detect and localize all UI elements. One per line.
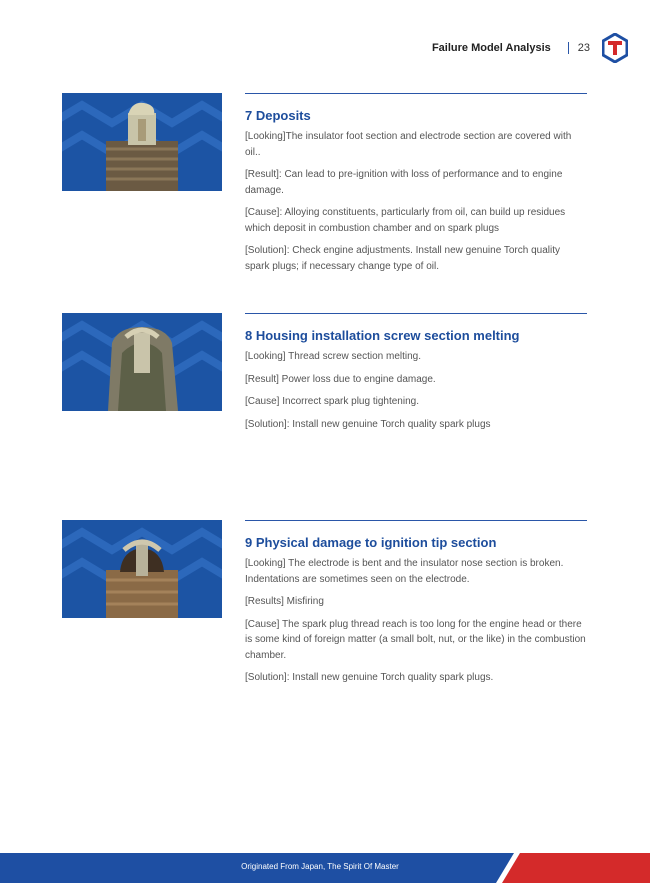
footer-slogan: Originated From Japan, The Spirit Of Master xyxy=(241,862,399,871)
looking-paragraph: [Looking] Thread screw section melting. xyxy=(245,351,422,362)
section-title: 9 Physical damage to ignition tip section xyxy=(245,535,497,550)
result-paragraph: [Results] Misfiring xyxy=(245,596,324,607)
section-divider xyxy=(245,313,587,314)
spark-plug-deposits-image xyxy=(62,93,222,191)
looking-paragraph: [Looking]The insulator foot section and electrode section are covered with oil.. xyxy=(245,131,572,158)
section-divider xyxy=(245,93,587,94)
header-divider xyxy=(568,42,569,54)
physical-damage-text xyxy=(245,520,587,693)
solution-paragraph: [Solution]: Install new genuine Torch quality spark plugs xyxy=(245,418,491,430)
section-divider xyxy=(245,520,587,521)
deposits-text xyxy=(245,93,587,281)
spark-plug-melting-image xyxy=(62,313,222,411)
cause-paragraph: [Cause]: Alloying constituents, particularly from oil, can build up residues which deposit in combustion chamber and on spark plugs xyxy=(245,207,566,234)
solution-paragraph: [Solution]: Install new genuine Torch quality spark plugs. xyxy=(245,672,494,683)
spark-plug-damage-image xyxy=(62,520,222,618)
deposits-photo xyxy=(62,93,222,191)
brand-logo-icon xyxy=(602,33,628,63)
page-header xyxy=(432,38,628,58)
header-title: Failure Model Analysis xyxy=(431,42,551,54)
page-number: 23 xyxy=(577,42,590,54)
result-paragraph: [Result] Power loss due to engine damage. xyxy=(245,373,436,385)
cause-paragraph: [Cause] Incorrect spark plug tightening. xyxy=(245,396,419,407)
page-footer xyxy=(0,853,650,883)
physical-damage-photo xyxy=(62,520,222,618)
section-title: 7 Deposits xyxy=(245,108,311,123)
screw-melting-photo xyxy=(62,313,222,411)
looking-paragraph: [Looking] The electrode is bent and the insulator nose section is broken. Indentations are sometimes seen on the electrode. xyxy=(245,558,564,585)
cause-paragraph: [Cause] The spark plug thread reach is too long for the engine head or there is some kind of foreign matter (a small bolt, nut, or the like) in the combustion chamber. xyxy=(245,618,586,661)
solution-paragraph: [Solution]: Check engine adjustments. Install new genuine Torch quality spark plugs; if necessary change type of oil. xyxy=(245,245,561,272)
result-paragraph: [Result]: Can lead to pre-ignition with loss of performance and to engine damage. xyxy=(245,169,563,196)
section-title: 8 Housing installation screw section melting xyxy=(245,328,520,343)
screw-melting-text xyxy=(245,313,587,439)
